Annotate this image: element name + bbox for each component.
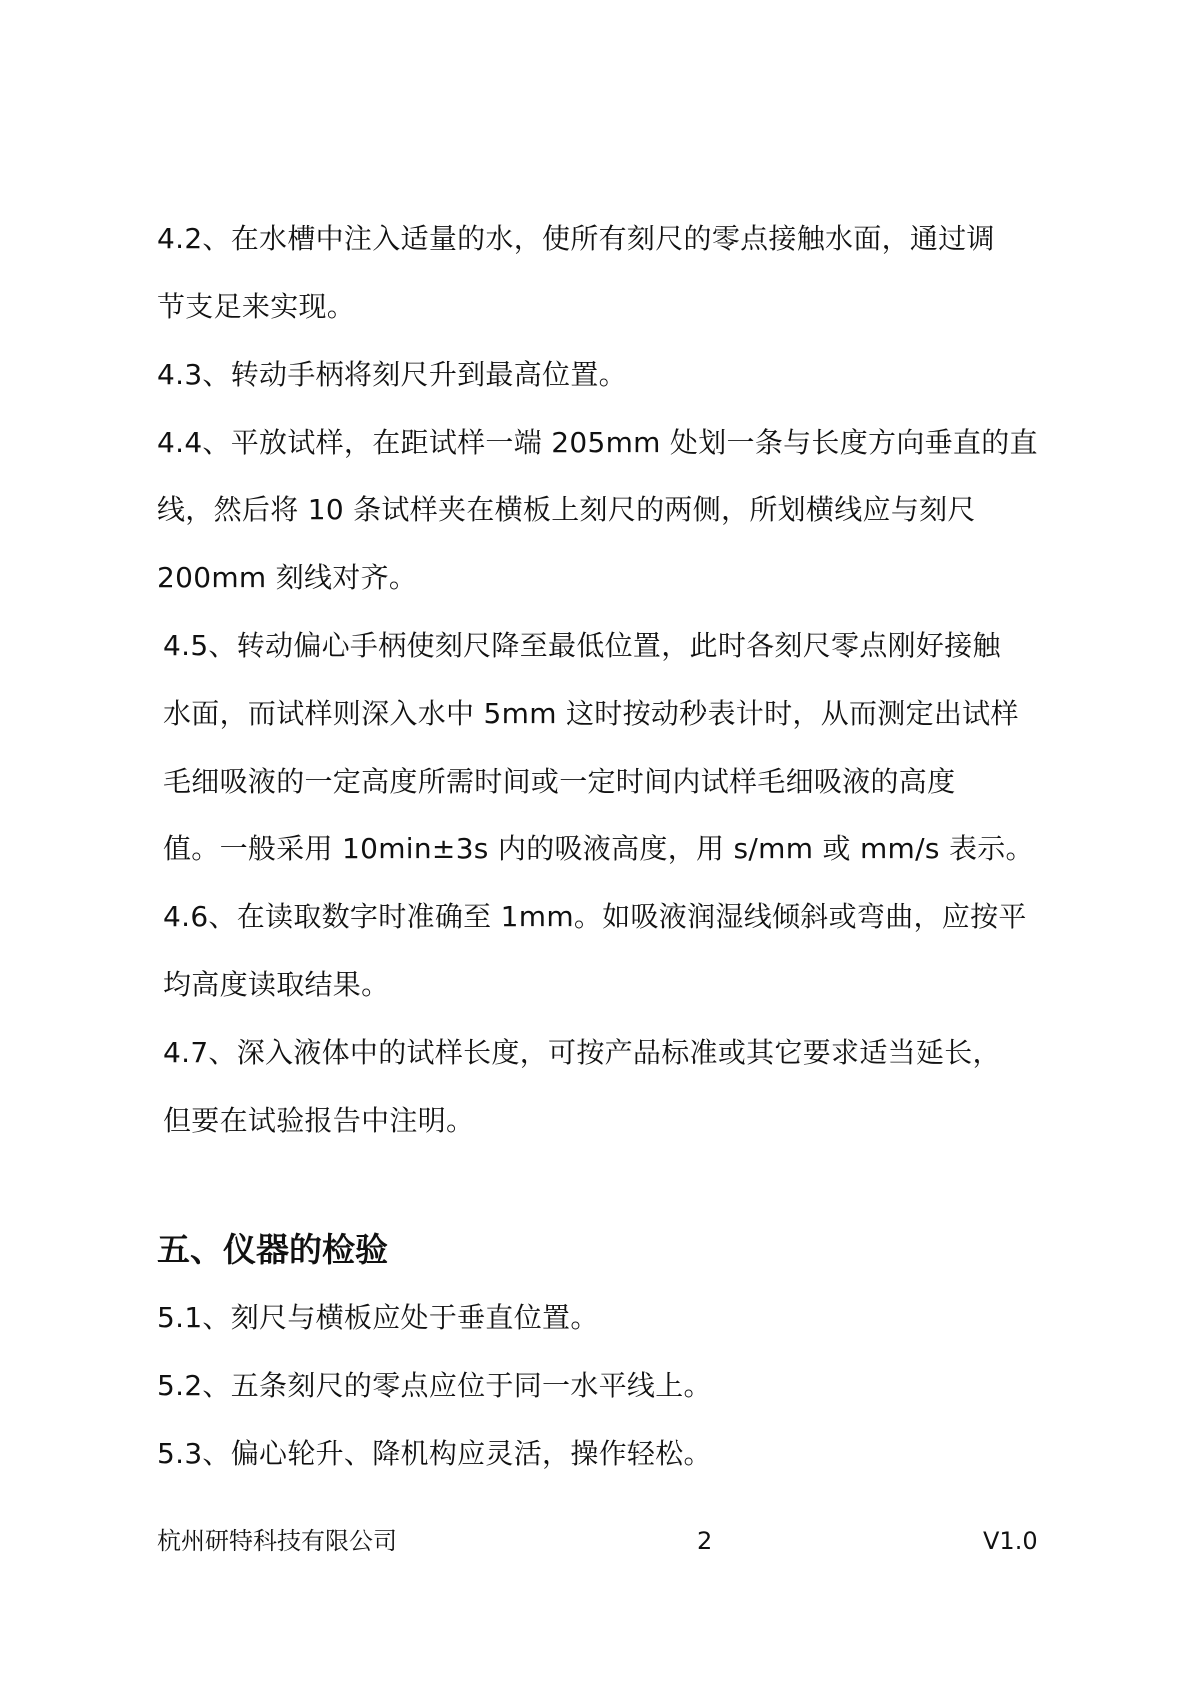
paragraph-4-6-line-2: 均高度读取结果。: [163, 968, 390, 1001]
footer-page-number: 2: [697, 1527, 713, 1555]
paragraph-4-7-line-1: 4.7、深入液体中的试样长度，可按产品标准或其它要求适当延长，: [163, 1036, 1001, 1069]
paragraph-4-5-line-4: 值。一般采用 10min±3s 内的吸液高度，用 s/mm 或 mm/s 表示。: [163, 832, 1034, 865]
paragraph-4-2-line-2: 节支足来实现。: [157, 290, 356, 323]
paragraph-4-7-line-2: 但要在试验报告中注明。: [163, 1104, 475, 1137]
paragraph-4-4-line-2: 线，然后将 10 条试样夹在横板上刻尺的两侧，所划横线应与刻尺: [157, 493, 976, 526]
footer-company-name: 杭州研特科技有限公司: [157, 1527, 397, 1555]
paragraph-4-5-line-3: 毛细吸液的一定高度所需时间或一定时间内试样毛细吸液的高度: [163, 765, 956, 798]
section-5-heading: 五、仪器的检验: [157, 1230, 388, 1269]
paragraph-5-3: 5.3、偏心轮升、降机构应灵活，操作轻松。: [157, 1437, 712, 1470]
paragraph-4-3: 4.3、转动手柄将刻尺升到最高位置。: [157, 358, 627, 391]
paragraph-4-5-line-1: 4.5、转动偏心手柄使刻尺降至最低位置，此时各刻尺零点刚好接触: [163, 629, 1001, 662]
paragraph-4-6-line-1: 4.6、在读取数字时准确至 1mm。如吸液润湿线倾斜或弯曲，应按平: [163, 900, 1027, 933]
paragraph-4-4-line-1: 4.4、平放试样，在距试样一端 205mm 处划一条与长度方向垂直的直: [157, 426, 1038, 459]
paragraph-5-2: 5.2、五条刻尺的零点应位于同一水平线上。: [157, 1369, 712, 1402]
paragraph-4-5-line-2: 水面，而试样则深入水中 5mm 这时按动秒表计时，从而测定出试样: [163, 697, 1019, 730]
paragraph-4-4-line-3: 200mm 刻线对齐。: [157, 561, 418, 594]
footer-version: V1.0: [983, 1527, 1038, 1555]
paragraph-4-2-line-1: 4.2、在水槽中注入适量的水，使所有刻尺的零点接触水面，通过调: [157, 222, 995, 255]
paragraph-5-1: 5.1、刻尺与横板应处于垂直位置。: [157, 1301, 599, 1334]
